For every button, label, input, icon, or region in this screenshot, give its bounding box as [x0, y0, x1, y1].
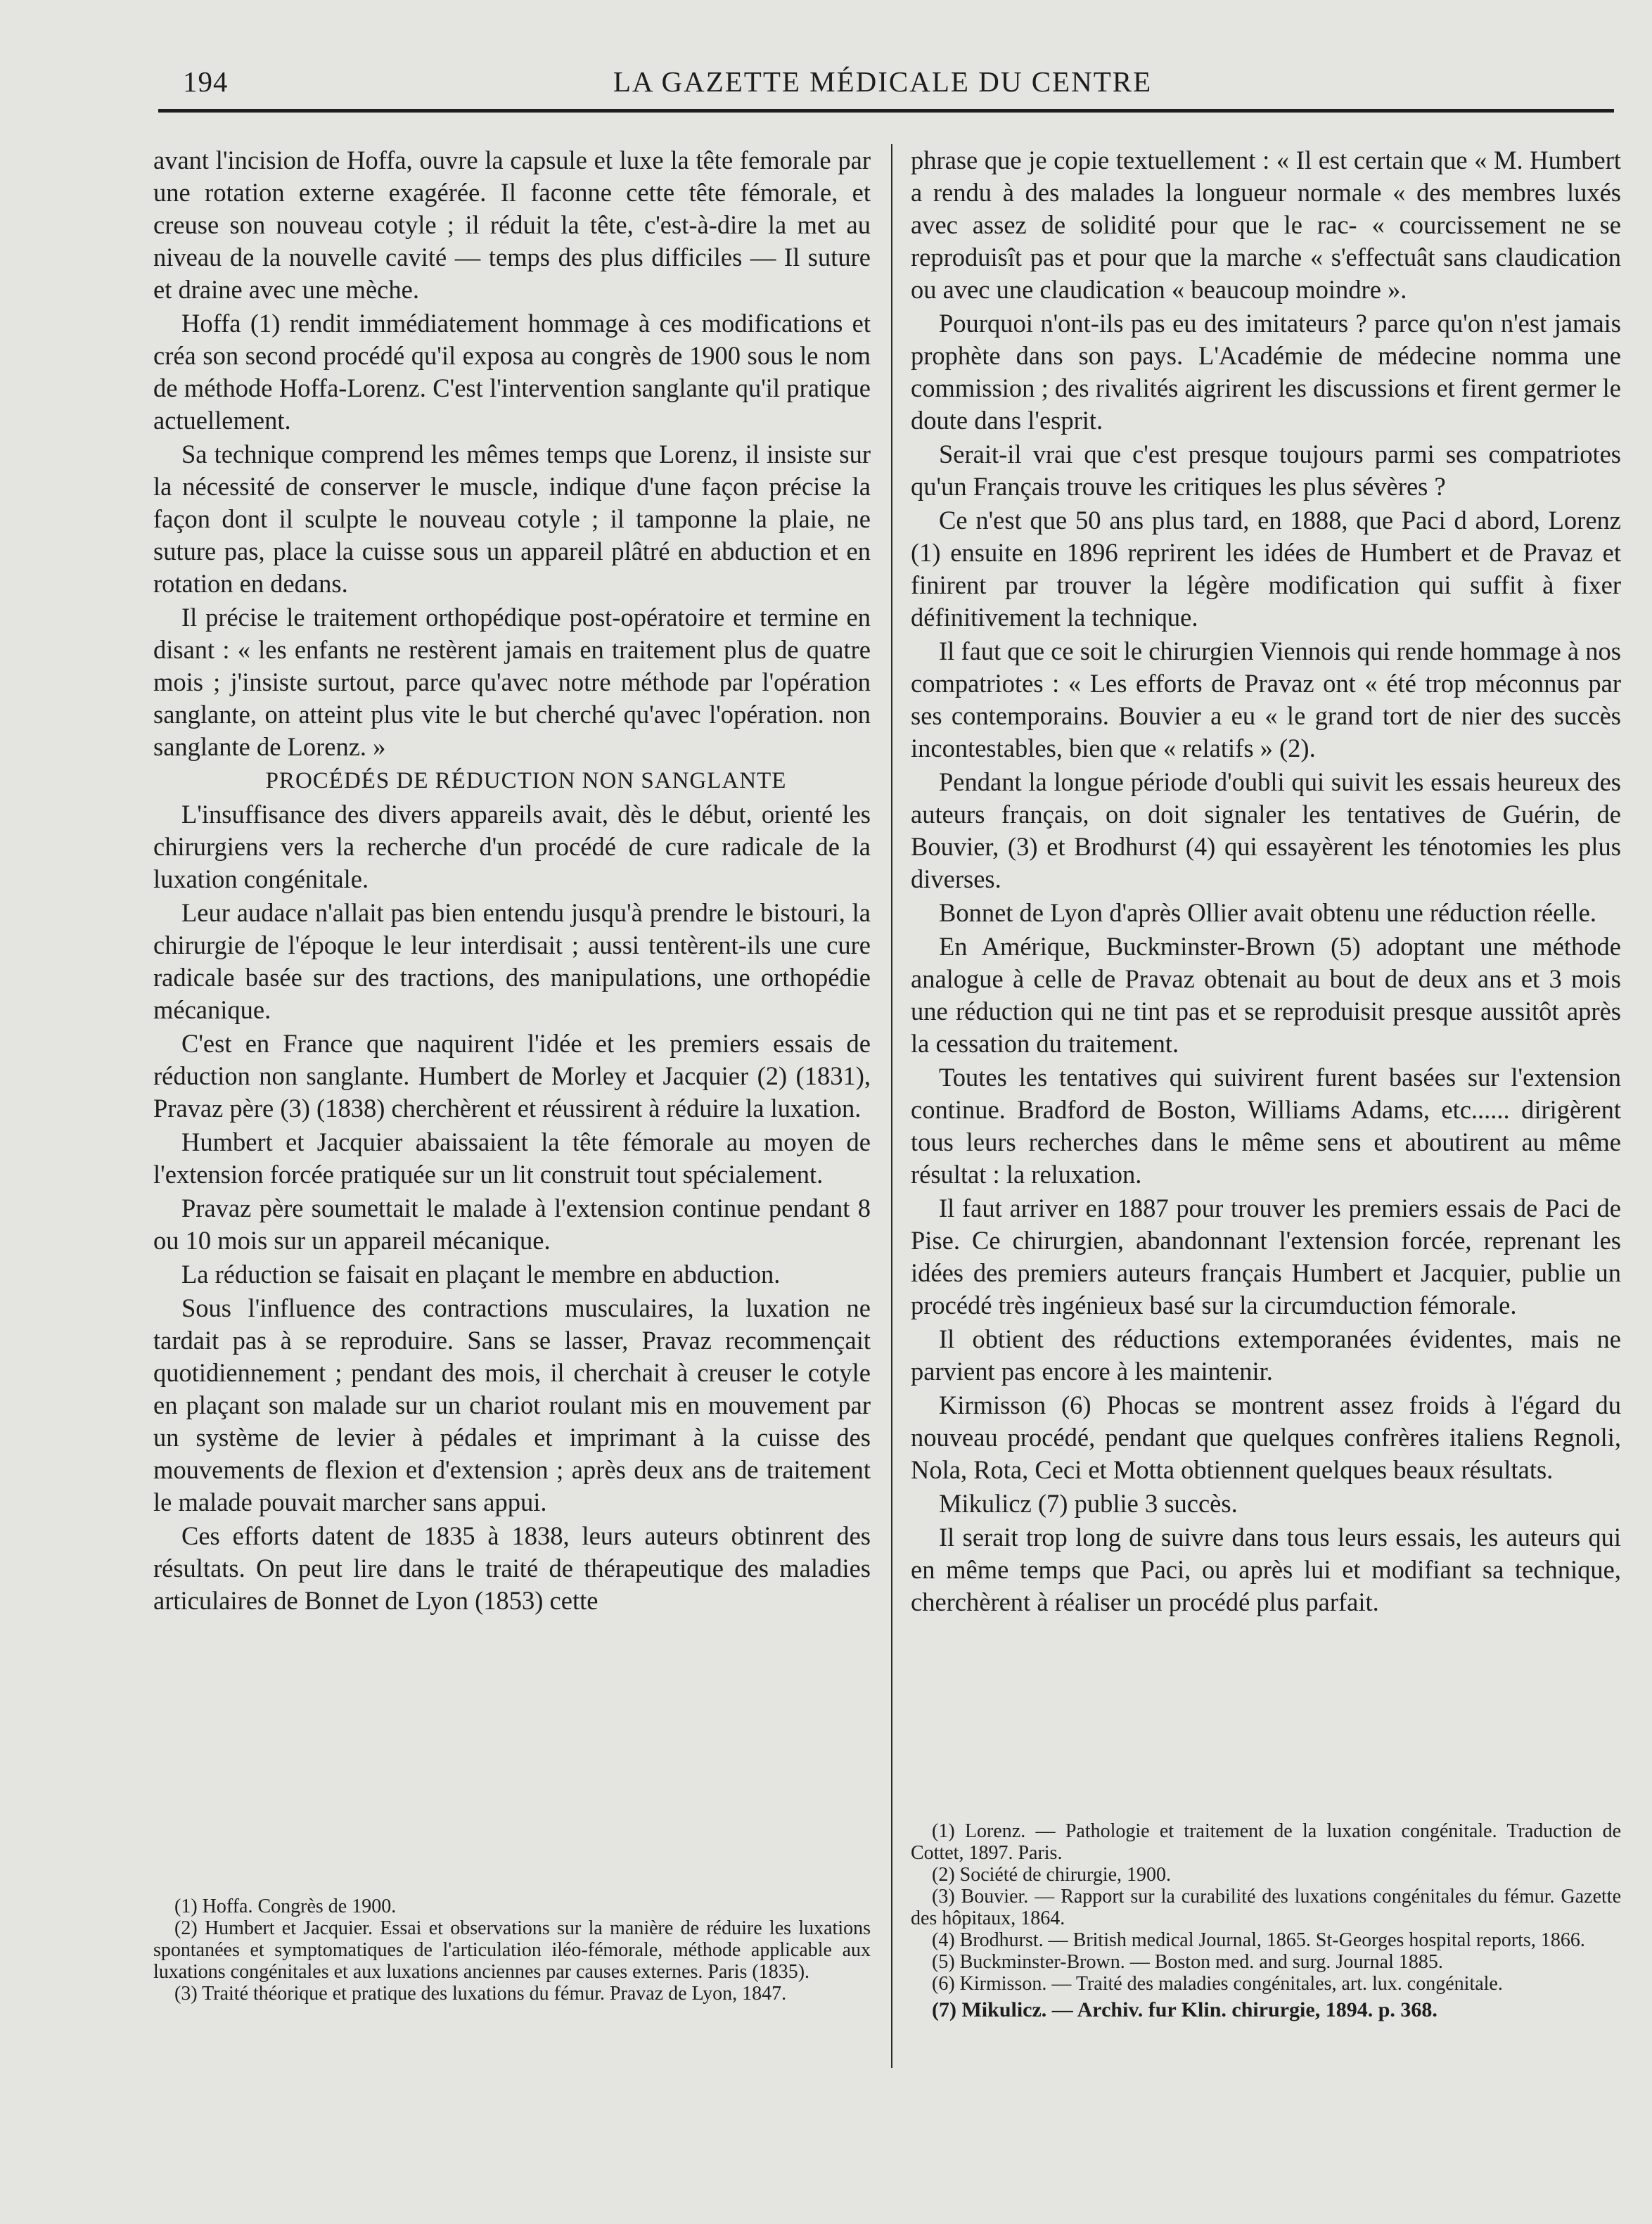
paragraph: Kirmisson (6) Phocas se montrent assez froids à l'égard du nouveau procédé, pendant que quelques confrères italiens Regnoli, Nola, Rota, Ceci et Motta obtiennent quelques beaux résultats. — [911, 1391, 1621, 1484]
page-header — [155, 65, 1611, 107]
footnote: (3) Bouvier. — Rapport sur la curabilité des luxations congénitales du fémur. Gazette des hôpitaux, 1864. — [911, 1886, 1621, 1929]
paragraph: C'est en France que naquirent l'idée et les premiers essais de réduction non sanglante. Humbert de Morley et Jacquier (2) (1831), Pravaz père (3) (1838) cherchèrent et réussirent à réduire la luxation. — [153, 1029, 871, 1123]
footnote: (1) Lorenz. — Pathologie et traitement de la luxation congénitale. Traduction de Cottet, 1897. Paris. — [911, 1820, 1621, 1864]
paragraph: Pourquoi n'ont-ils pas eu des imitateurs ? parce qu'on n'est jamais prophète dans son pays. L'Académie de médecine nomma une commission ; des rivalités aigrirent les discussions et firent germer le doute dans l'esprit. — [911, 309, 1621, 435]
paragraph: Hoffa (1) rendit immédiatement hommage à ces modifications et créa son second procédé qu'il exposa au congrès de 1900 sous le nom de méthode Hoffa-Lorenz. C'est l'intervention sanglante qu'il pratique actuellement. — [153, 309, 871, 435]
paragraph: Mikulicz (7) publie 3 succès. — [939, 1489, 1238, 1518]
paragraph: Sous l'influence des contractions musculaires, la luxation ne tardait pas à se reproduire. Sans se lasser, Pravaz recommençait quotidiennement ; pendant des mois, il cherchait à creuser le cotyle en plaçant son malade sur un chariot roulant mis en mouvement par un système de levier à pédales et imprimant à la cuisse des mouvements de flexion et d'extension ; après deux ans de traitement le malade pouvait marcher sans appui. — [153, 1293, 871, 1516]
paragraph: Il faut que ce soit le chirurgien Viennois qui rende hommage à nos compatriotes : « Les efforts de Pravaz ont « été trop méconnus par ses contemporains. Bouvier a eu « le grand tort de nier des succès incontestables, bien que « relatifs » (2). — [911, 637, 1621, 762]
page-number: 194 — [183, 65, 229, 98]
paragraph: Il obtient des réductions extemporanées évidentes, mais ne parvient pas encore à les maintenir. — [911, 1324, 1621, 1386]
footnote: (5) Buckminster-Brown. — Boston med. and surg. Journal 1885. — [932, 1951, 1443, 1973]
paragraph: Bonnet de Lyon d'après Ollier avait obtenu une réduction réelle. — [939, 898, 1596, 927]
footnote: (2) Humbert et Jacquier. Essai et observations sur la manière de réduire les luxations spontanées et symptomatiques de l'articulation iléo-fémorale, méthode applicable aux luxations congénitales et aux luxations anciennes par causes externes. Paris (1835). — [153, 1917, 871, 1983]
paragraph: Pravaz père soumettait le malade à l'extension continue pendant 8 ou 10 mois sur un appareil mécanique. — [153, 1194, 871, 1255]
running-title: LA GAZETTE MÉDICALE DU CENTRE — [613, 65, 1153, 98]
section-heading: PROCÉDÉS DE RÉDUCTION NON SANGLANTE — [265, 768, 787, 793]
footnote: (7) Mikulicz. — Archiv. fur Klin. chirurgie, 1894. p. 368. — [932, 1998, 1438, 2021]
paragraph: Ces efforts datent de 1835 à 1838, leurs auteurs obtinrent des résultats. On peut lire dans le traité de thérapeutique des maladies articulaires de Bonnet de Lyon (1853) cette — [153, 1521, 871, 1615]
paragraph: Serait-il vrai que c'est presque toujours parmi ses compatriotes qu'un Français trouve les critiques les plus sévères ? — [911, 440, 1621, 501]
paragraph: avant l'incision de Hoffa, ouvre la capsule et luxe la tête femorale par une rotation externe exagérée. Il faconne cette tête fémorale, et creuse son nouveau cotyle ; il réduit la tête, c'est-à-dire la met au niveau de la nouvelle cavité — temps des plus difficiles — Il suture et draine avec une mèche. — [153, 146, 871, 304]
footnote: (3) Traité théorique et pratique des luxations du fémur. Pravaz de Lyon, 1847. — [174, 1983, 787, 2005]
footnote: (2) Société de chirurgie, 1900. — [932, 1864, 1172, 1886]
paragraph: Toutes les tentatives qui suivirent furent basées sur l'extension continue. Bradford de Boston, Williams Adams, etc...... dirigèrent tous leurs recherches dans le même sens et aboutirent au même résultat : la reluxation. — [911, 1063, 1621, 1189]
right-footnotes — [911, 1820, 1621, 2021]
column-divider — [891, 144, 892, 2068]
header-rule — [158, 109, 1614, 113]
left-column — [153, 144, 871, 1618]
paragraph: Il faut arriver en 1887 pour trouver les premiers essais de Paci de Pise. Ce chirurgien, abandonnant l'extension forcée, reprenant les idées des premiers auteurs français Humbert et Jacquier, publie un procédé très ingénieux basé sur la circumduction fémorale. — [911, 1194, 1621, 1319]
paragraph: phrase que je copie textuellement : « Il est certain que « M. Humbert a rendu à des malades la longueur normale « des membres luxés avec assez de solidité pour que le rac- « courcissement ne se reproduisît pas et pour que la marche « s'effectuât sans claudication ou avec une claudication « beaucoup moindre ». — [911, 146, 1621, 304]
left-footnotes — [153, 1896, 871, 2005]
footnote: (4) Brodhurst. — British medical Journal, 1865. St-Georges hospital reports, 1866. — [932, 1929, 1585, 1951]
paragraph: La réduction se faisait en plaçant le membre en abduction. — [181, 1260, 781, 1289]
paragraph: Il précise le traitement orthopédique post-opératoire et termine en disant : « les enfants ne restèrent jamais en traitement plus de quatre mois ; j'insiste surtout, parce qu'avec notre méthode par l'opération sanglante, on atteint plus vite le but cherché qu'avec l'opération. non sanglante de Lorenz. » — [153, 603, 871, 761]
right-column — [911, 144, 1621, 1620]
footnote: (1) Hoffa. Congrès de 1900. — [174, 1896, 397, 1917]
paragraph: Humbert et Jacquier abaissaient la tête fémorale au moyen de l'extension forcée pratiquée sur un lit construit tout spécialement. — [153, 1127, 871, 1189]
paragraph: En Amérique, Buckminster-Brown (5) adoptant une méthode analogue à celle de Pravaz obtenait au bout de deux ans et 3 mois une réduction qui ne tint pas et se reproduisit presque aussitôt après la cessation du traitement. — [911, 932, 1621, 1058]
paragraph: Pendant la longue période d'oubli qui suivit les essais heureux des auteurs français, on doit signaler les tentatives de Guérin, de Bouvier, (3) et Brodhurst (4) qui essayèrent les ténotomies les plus diverses. — [911, 767, 1621, 893]
paragraph: Leur audace n'allait pas bien entendu jusqu'à prendre le bistouri, la chirurgie de l'époque le leur interdisait ; aussi tentèrent-ils une cure radicale basée sur des tractions, des manipulations, une orthopédie mécanique. — [153, 898, 871, 1024]
paragraph: Ce n'est que 50 ans plus tard, en 1888, que Paci d abord, Lorenz (1) ensuite en 1896 reprirent les idées de Humbert et de Pravaz et finirent par trouver la légère modification qui suffit à fixer définitivement la technique. — [911, 506, 1621, 632]
paragraph: L'insuffisance des divers appareils avait, dès le début, orienté les chirurgiens vers la recherche d'un procédé de cure radicale de la luxation congénitale. — [153, 800, 871, 893]
paragraph: Il serait trop long de suivre dans tous leurs essais, les auteurs qui en même temps que Paci, ou après lui et modifiant sa technique, cherchèrent à réaliser un procédé plus parfait. — [911, 1523, 1621, 1616]
paragraph: Sa technique comprend les mêmes temps que Lorenz, il insiste sur la nécessité de conserver le muscle, indique d'une façon précise la façon dont il sculpte le nouveau cotyle ; il tamponne la plaie, ne suture pas, place la cuisse sous un appareil plâtré en abduction et en rotation en dedans. — [153, 440, 871, 598]
footnote: (6) Kirmisson. — Traité des maladies congénitales, art. lux. congénitale. — [932, 1973, 1503, 1995]
